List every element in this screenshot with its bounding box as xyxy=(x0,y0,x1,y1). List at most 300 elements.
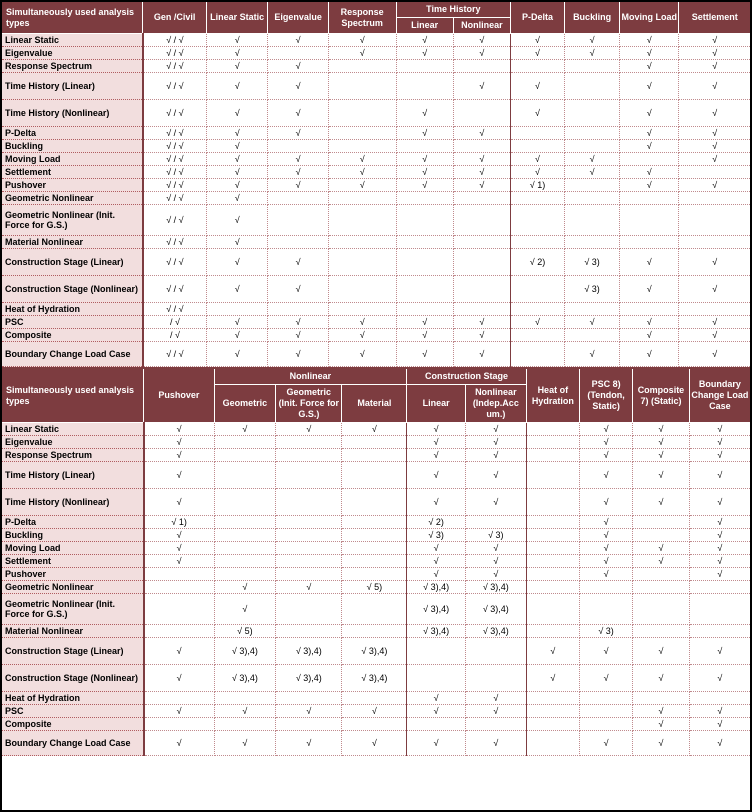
cell: √ / √ xyxy=(143,34,207,47)
row-label: Construction Stage (Linear) xyxy=(2,638,144,665)
cell xyxy=(511,276,565,303)
cell: √ xyxy=(565,153,620,166)
cell: √ xyxy=(407,462,466,489)
cell: √ 3),4) xyxy=(407,581,466,594)
cell: √ xyxy=(214,594,276,625)
table-row xyxy=(2,542,750,555)
cell xyxy=(396,73,453,100)
cell: √ xyxy=(633,705,689,718)
cell xyxy=(342,436,407,449)
cell xyxy=(579,718,632,731)
cell: √ xyxy=(396,329,453,342)
cell xyxy=(633,568,689,581)
cell: √ / √ xyxy=(143,127,207,140)
cell: √ xyxy=(396,153,453,166)
cell xyxy=(276,542,342,555)
cell: √ xyxy=(579,555,632,568)
cell: √ xyxy=(689,542,750,555)
cell xyxy=(526,449,579,462)
cell: √ / √ xyxy=(143,100,207,127)
cell: √ xyxy=(342,731,407,756)
cell: √ xyxy=(689,449,750,462)
row-label: Time History (Linear) xyxy=(2,462,144,489)
cell: √ xyxy=(620,73,679,100)
cell xyxy=(342,449,407,462)
cell: √ xyxy=(268,276,328,303)
cell: √ xyxy=(396,316,453,329)
cell: √ xyxy=(407,705,466,718)
cell: √ xyxy=(579,542,632,555)
cell: √ xyxy=(206,205,267,236)
cell: √ xyxy=(396,127,453,140)
cell xyxy=(453,140,510,153)
cell: √ xyxy=(526,638,579,665)
cell: √ xyxy=(144,462,214,489)
table-row xyxy=(2,153,750,166)
table-row xyxy=(2,718,750,731)
cell: √ xyxy=(214,581,276,594)
cell: √ / √ xyxy=(143,236,207,249)
cell: √ xyxy=(679,179,750,192)
cell xyxy=(453,249,510,276)
cell: √ xyxy=(407,436,466,449)
row-label: Boundary Change Load Case xyxy=(2,342,143,367)
row-label: Eigenvalue xyxy=(2,436,144,449)
cell xyxy=(679,192,750,205)
cell xyxy=(565,100,620,127)
cell: √ xyxy=(465,462,526,489)
cell xyxy=(526,594,579,625)
table-row xyxy=(2,316,750,329)
cell xyxy=(328,236,396,249)
table1-col-th-nonlinear: Nonlinear xyxy=(453,18,510,34)
cell: √ xyxy=(579,462,632,489)
cell xyxy=(342,555,407,568)
cell: √ xyxy=(328,329,396,342)
cell: √ xyxy=(579,423,632,436)
row-label: Linear Static xyxy=(2,34,143,47)
table2-group-construction-stage: Construction Stage xyxy=(407,369,526,385)
cell: / √ xyxy=(143,316,207,329)
cell xyxy=(526,542,579,555)
cell xyxy=(620,303,679,316)
cell: √ xyxy=(565,342,620,367)
cell: √ 1) xyxy=(144,516,214,529)
table-row xyxy=(2,692,750,705)
row-label: Buckling xyxy=(2,529,144,542)
cell: √ xyxy=(453,127,510,140)
cell: √ xyxy=(144,436,214,449)
cell: √ xyxy=(679,316,750,329)
cell xyxy=(328,205,396,236)
row-label: Pushover xyxy=(2,568,144,581)
cell xyxy=(511,236,565,249)
row-label: Buckling xyxy=(2,140,143,153)
cell xyxy=(565,303,620,316)
cell: √ xyxy=(276,581,342,594)
cell xyxy=(526,568,579,581)
cell: √ xyxy=(407,731,466,756)
cell: √ 3),4) xyxy=(214,665,276,692)
cell: √ xyxy=(620,47,679,60)
cell: √ xyxy=(144,423,214,436)
cell: √ / √ xyxy=(143,60,207,73)
cell: √ xyxy=(620,329,679,342)
table-row xyxy=(2,303,750,316)
row-label: Geometric Nonlinear (Init. Force for G.S.) xyxy=(2,205,143,236)
cell: √ xyxy=(453,34,510,47)
cell xyxy=(633,594,689,625)
cell: √ xyxy=(206,100,267,127)
cell: √ xyxy=(511,47,565,60)
cell: √ xyxy=(206,179,267,192)
cell: √ xyxy=(453,153,510,166)
table-row xyxy=(2,179,750,192)
table2-col-nl-geometric-init-force: Geometric (Init. Force for G.S.) xyxy=(276,385,342,423)
cell xyxy=(214,555,276,568)
cell: √ xyxy=(407,542,466,555)
cell xyxy=(465,718,526,731)
cell xyxy=(565,60,620,73)
cell: √ xyxy=(689,489,750,516)
row-label: Construction Stage (Nonlinear) xyxy=(2,665,144,692)
cell: √ xyxy=(689,568,750,581)
cell: √ 5) xyxy=(214,625,276,638)
cell: √ xyxy=(620,179,679,192)
cell: √ xyxy=(465,449,526,462)
cell: √ xyxy=(328,166,396,179)
cell xyxy=(276,489,342,516)
cell xyxy=(144,594,214,625)
cell: √ xyxy=(268,166,328,179)
table-row xyxy=(2,581,750,594)
cell: √ 3),4) xyxy=(465,581,526,594)
cell xyxy=(526,462,579,489)
cell xyxy=(407,665,466,692)
cell: √ / √ xyxy=(143,73,207,100)
row-label: Composite xyxy=(2,329,143,342)
table1-col-moving-load: Moving Load xyxy=(620,2,679,34)
cell xyxy=(679,236,750,249)
cell: √ xyxy=(396,34,453,47)
cell xyxy=(511,127,565,140)
cell: √ 3),4) xyxy=(465,625,526,638)
cell: √ xyxy=(465,731,526,756)
cell xyxy=(214,489,276,516)
cell: √ / √ xyxy=(143,205,207,236)
cell xyxy=(565,140,620,153)
cell: √ xyxy=(620,342,679,367)
cell xyxy=(268,303,328,316)
cell: √ xyxy=(633,436,689,449)
cell xyxy=(396,236,453,249)
cell: √ xyxy=(633,731,689,756)
cell: √ xyxy=(214,705,276,718)
cell xyxy=(268,47,328,60)
cell: √ xyxy=(328,179,396,192)
cell: √ 2) xyxy=(511,249,565,276)
row-label: Response Spectrum xyxy=(2,449,144,462)
cell: √ xyxy=(679,100,750,127)
cell xyxy=(396,249,453,276)
cell xyxy=(511,205,565,236)
cell: √ xyxy=(407,568,466,581)
cell xyxy=(526,529,579,542)
cell xyxy=(342,542,407,555)
row-label: Geometric Nonlinear xyxy=(2,581,144,594)
cell: √ xyxy=(206,166,267,179)
cell: √ xyxy=(620,249,679,276)
cell: √ / √ xyxy=(143,249,207,276)
table-row xyxy=(2,166,750,179)
cell: √ 3),4) xyxy=(407,625,466,638)
cell: √ xyxy=(679,34,750,47)
cell: √ xyxy=(144,542,214,555)
cell: √ xyxy=(689,436,750,449)
table-row xyxy=(2,423,750,436)
cell xyxy=(342,568,407,581)
cell: √ xyxy=(679,60,750,73)
cell: √ xyxy=(144,731,214,756)
cell: √ xyxy=(620,140,679,153)
row-label: Material Nonlinear xyxy=(2,236,143,249)
cell xyxy=(511,303,565,316)
row-label: Response Spectrum xyxy=(2,60,143,73)
cell: √ / √ xyxy=(143,153,207,166)
cell: / √ xyxy=(143,329,207,342)
cell xyxy=(328,127,396,140)
cell: √ xyxy=(620,34,679,47)
cell xyxy=(526,489,579,516)
cell: √ xyxy=(206,276,267,303)
cell xyxy=(328,73,396,100)
cell xyxy=(268,236,328,249)
cell xyxy=(453,192,510,205)
cell: √ / √ xyxy=(143,179,207,192)
cell xyxy=(214,436,276,449)
cell xyxy=(679,166,750,179)
cell: √ xyxy=(633,449,689,462)
table1-col-p-delta: P-Delta xyxy=(511,2,565,34)
table1-col-eigenvalue: Eigenvalue xyxy=(268,2,328,34)
cell: √ 3),4) xyxy=(342,665,407,692)
cell xyxy=(396,140,453,153)
cell: √ xyxy=(268,100,328,127)
table2-corner-label: Simultaneously used analysis types xyxy=(2,369,144,423)
table-row xyxy=(2,342,750,367)
cell xyxy=(206,303,267,316)
cell: √ xyxy=(206,236,267,249)
table-row xyxy=(2,276,750,303)
cell xyxy=(453,60,510,73)
cell: √ xyxy=(268,34,328,47)
cell xyxy=(579,705,632,718)
table-row xyxy=(2,192,750,205)
cell xyxy=(342,489,407,516)
row-label: P-Delta xyxy=(2,127,143,140)
table-row xyxy=(2,436,750,449)
cell xyxy=(328,60,396,73)
cell xyxy=(328,249,396,276)
cell: √ xyxy=(579,436,632,449)
cell xyxy=(620,205,679,236)
cell xyxy=(453,100,510,127)
cell: √ 3),4) xyxy=(465,594,526,625)
table-row xyxy=(2,568,750,581)
cell: √ xyxy=(328,342,396,367)
cell: √ xyxy=(206,60,267,73)
cell xyxy=(328,192,396,205)
cell: √ xyxy=(579,489,632,516)
table-row xyxy=(2,665,750,692)
cell xyxy=(276,555,342,568)
table-row xyxy=(2,205,750,236)
cell xyxy=(342,529,407,542)
cell: √ xyxy=(511,166,565,179)
cell: √ xyxy=(276,423,342,436)
cell: √ / √ xyxy=(143,276,207,303)
cell xyxy=(689,692,750,705)
table2-col-boundary-change-load-case: Boundary Change Load Case xyxy=(689,369,750,423)
cell xyxy=(342,462,407,489)
cell: √ xyxy=(144,449,214,462)
cell xyxy=(214,718,276,731)
table2-header-row-1 xyxy=(2,369,750,385)
cell: √ xyxy=(276,731,342,756)
cell xyxy=(526,692,579,705)
table2-col-nl-material: Material xyxy=(342,385,407,423)
cell: √ xyxy=(328,153,396,166)
table-row xyxy=(2,60,750,73)
cell: √ xyxy=(453,166,510,179)
cell xyxy=(620,236,679,249)
row-label: Construction Stage (Linear) xyxy=(2,249,143,276)
cell xyxy=(689,594,750,625)
cell: √ xyxy=(206,127,267,140)
cell: √ 3),4) xyxy=(407,594,466,625)
row-label: Heat of Hydration xyxy=(2,303,143,316)
table-row xyxy=(2,638,750,665)
cell: √ xyxy=(206,249,267,276)
cell: √ 3) xyxy=(407,529,466,542)
cell: √ xyxy=(268,60,328,73)
cell: √ xyxy=(465,568,526,581)
row-label: PSC xyxy=(2,316,143,329)
table-row xyxy=(2,516,750,529)
cell: √ xyxy=(679,47,750,60)
row-label: Pushover xyxy=(2,179,143,192)
cell xyxy=(453,236,510,249)
row-label: Time History (Linear) xyxy=(2,73,143,100)
cell xyxy=(214,542,276,555)
table2-body xyxy=(2,423,750,756)
cell: √ xyxy=(679,329,750,342)
cell xyxy=(276,718,342,731)
cell: √ xyxy=(206,153,267,166)
cell: √ xyxy=(465,489,526,516)
table-row xyxy=(2,249,750,276)
cell: √ xyxy=(511,316,565,329)
cell xyxy=(342,516,407,529)
cell xyxy=(276,594,342,625)
cell xyxy=(342,625,407,638)
cell: √ / √ xyxy=(143,303,207,316)
cell xyxy=(526,581,579,594)
table1-corner-label: Simultaneously used analysis types xyxy=(2,2,143,34)
cell: √ xyxy=(679,249,750,276)
cell: √ xyxy=(407,692,466,705)
cell xyxy=(565,73,620,100)
table2-col-pushover: Pushover xyxy=(144,369,214,423)
cell: √ xyxy=(465,542,526,555)
table1-col-settlement: Settlement xyxy=(679,2,750,34)
cell xyxy=(633,692,689,705)
cell: √ xyxy=(206,342,267,367)
cell: √ xyxy=(144,705,214,718)
cell: √ xyxy=(679,127,750,140)
row-label: Settlement xyxy=(2,166,143,179)
cell xyxy=(342,692,407,705)
cell: √ 3) xyxy=(565,276,620,303)
cell: √ xyxy=(689,423,750,436)
row-label: Linear Static xyxy=(2,423,144,436)
table2-col-cs-nonlinear: Nonlinear (Indep.Acc um.) xyxy=(465,385,526,423)
cell xyxy=(465,516,526,529)
cell xyxy=(565,236,620,249)
cell: √ 5) xyxy=(342,581,407,594)
cell xyxy=(268,192,328,205)
cell: √ xyxy=(276,705,342,718)
cell: √ xyxy=(268,73,328,100)
cell: √ xyxy=(206,316,267,329)
cell: √ xyxy=(206,73,267,100)
table1-col-gen-civil: Gen /Civil xyxy=(143,2,207,34)
cell xyxy=(276,449,342,462)
cell: √ 3) xyxy=(579,625,632,638)
table2-group-nonlinear: Nonlinear xyxy=(214,369,407,385)
cell: √ xyxy=(328,316,396,329)
cell: √ xyxy=(679,73,750,100)
row-label: Composite xyxy=(2,718,144,731)
cell xyxy=(268,205,328,236)
table-row xyxy=(2,489,750,516)
cell: √ xyxy=(465,555,526,568)
cell xyxy=(633,529,689,542)
table-row xyxy=(2,594,750,625)
cell xyxy=(276,516,342,529)
cell: √ xyxy=(565,47,620,60)
cell: √ xyxy=(328,34,396,47)
cell: √ xyxy=(633,462,689,489)
table-row xyxy=(2,731,750,756)
cell xyxy=(565,127,620,140)
cell: √ xyxy=(679,342,750,367)
cell: √ xyxy=(620,127,679,140)
table2-col-heat-of-hydration: Heat of Hydration xyxy=(526,369,579,423)
cell: √ / √ xyxy=(143,140,207,153)
cell xyxy=(342,594,407,625)
cell: √ xyxy=(453,179,510,192)
cell xyxy=(579,581,632,594)
cell: √ 3) xyxy=(465,529,526,542)
cell: √ / √ xyxy=(143,342,207,367)
cell xyxy=(268,140,328,153)
cell xyxy=(511,329,565,342)
compatibility-table-2 xyxy=(2,369,750,756)
table2-col-cs-linear: Linear xyxy=(407,385,466,423)
cell xyxy=(276,568,342,581)
cell: √ xyxy=(620,100,679,127)
